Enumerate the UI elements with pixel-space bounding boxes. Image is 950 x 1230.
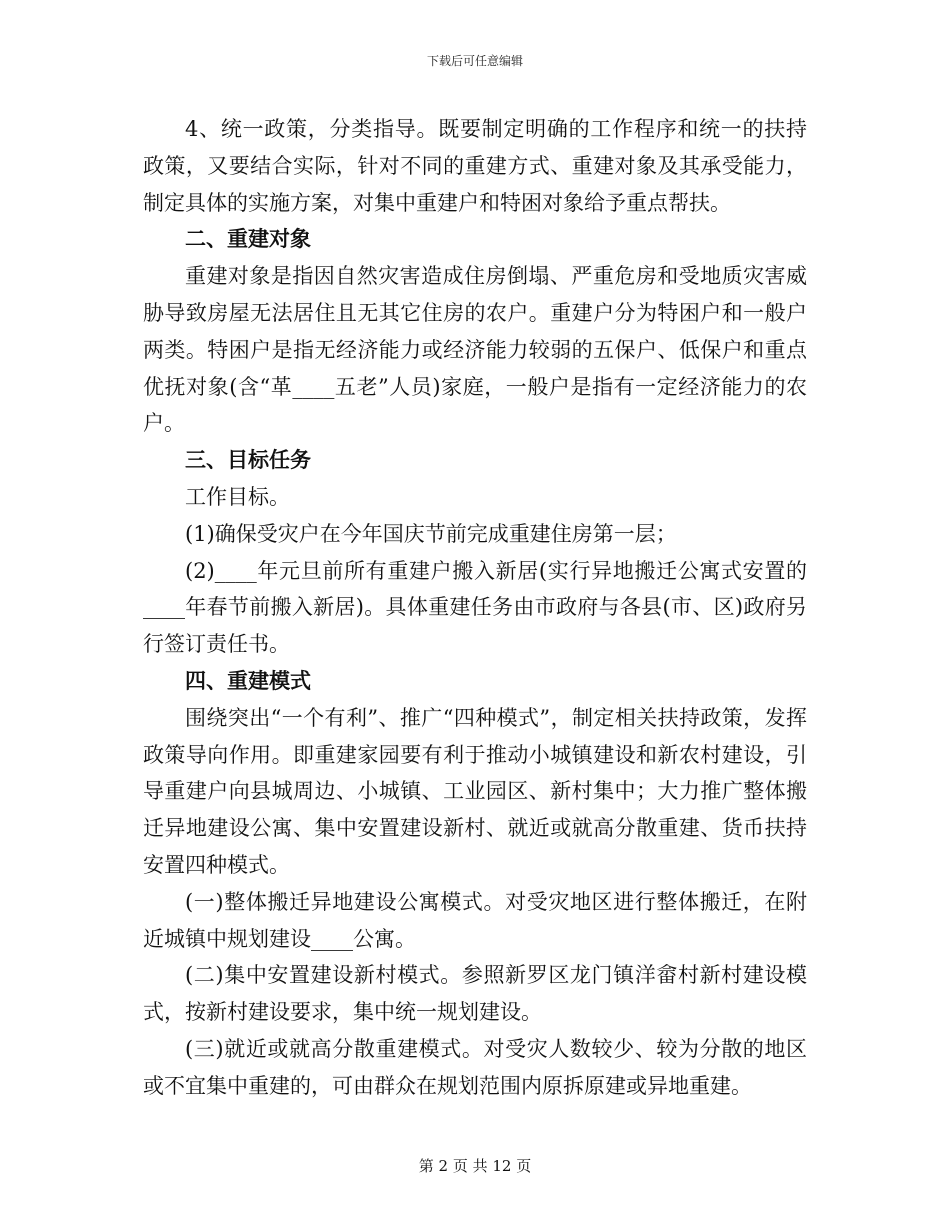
document-body bbox=[143, 111, 807, 1105]
paragraph-reconstruction-targets: 重建对象是指因自然灾害造成住房倒塌、严重危房和受地质灾害威胁导致房屋无法居住且无其它住房的农户。重建户分为特困户和一般户两类。特困户是指无经济能力或经济能力较弱的五保户、低保户和重点优抚对象(含“革____五老”人员)家庭，一般户是指有一定经济能力的农户。 bbox=[143, 264, 807, 436]
paragraph-mode-3: (三)就近或就高分散重建模式。对受灾人数较少、较为分散的地区或不宜集中重建的，可由群众在规划范围内原拆原建或异地重建。 bbox=[143, 1036, 807, 1098]
paragraph-work-goals: 工作目标。 bbox=[185, 484, 290, 509]
page-header: 下载后可任意编辑 bbox=[426, 54, 523, 68]
paragraph-goal-1: (1)确保受灾户在今年国庆节前完成重建住房第一层； bbox=[185, 521, 677, 546]
paragraph-policy-guidance: 4、统一政策，分类指导。既要制定明确的工作程序和统一的扶持政策，又要结合实际，针对不同的重建方式、重建对象及其承受能力，制定具体的实施方案，对集中重建户和特困对象给予重点帮扶。 bbox=[143, 117, 807, 215]
page-footer-page-number: 第 2 页 共 12 页 bbox=[418, 1157, 532, 1175]
paragraph-mode-2: (二)集中安置建设新村模式。参照新罗区龙门镇洋畲村新村建设模式，按新村建设要求，集中统一规划建设。 bbox=[143, 963, 807, 1025]
paragraph-goal-2: (2)____年元旦前所有重建户搬入新居(实行异地搬迁公寓式安置的____年春节前搬入新居)。具体重建任务由市政府与各县(市、区)政府另行签订责任书。 bbox=[143, 558, 807, 657]
paragraph-reconstruction-modes: 围绕突出“一个有利”、推广“四种模式”，制定相关扶持政策，发挥政策导向作用。即重建家园要有利于推动小城镇建设和新农村建设，引导重建户向县城周边、小城镇、工业园区、新村集中；大力推广整体搬迁异地建设公寓、集中安置建设新村、就近或就高分散重建、货币扶持安置四种模式。 bbox=[143, 705, 807, 877]
section-heading-reconstruction-targets: 二、重建对象 bbox=[185, 226, 311, 252]
section-heading-goals-tasks: 三、目标任务 bbox=[185, 447, 311, 473]
section-heading-reconstruction-modes: 四、重建模式 bbox=[185, 667, 311, 693]
paragraph-mode-1: (一)整体搬迁异地建设公寓模式。对受灾地区进行整体搬迁，在附近城镇中规划建设____公寓。 bbox=[143, 889, 807, 951]
